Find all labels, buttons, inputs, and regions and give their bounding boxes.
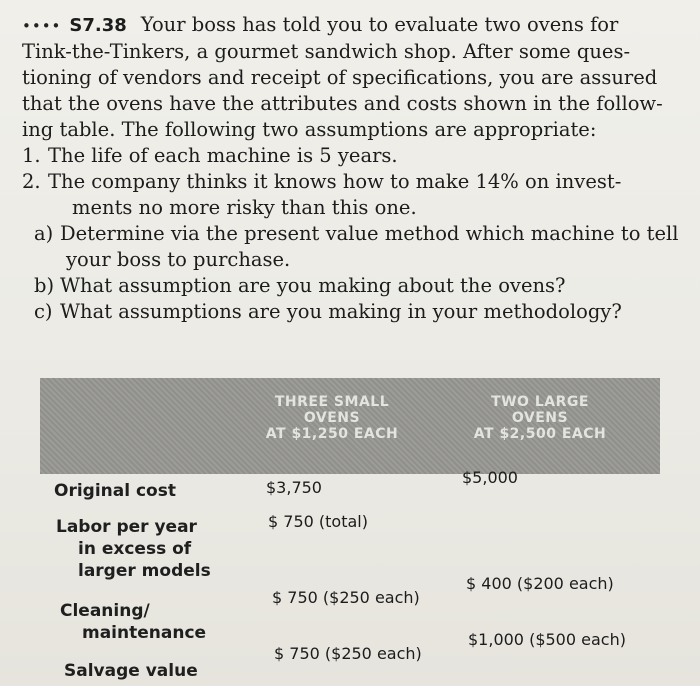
- cell-large-original-cost: $5,000: [462, 468, 518, 487]
- difficulty-dots: ••••: [22, 17, 62, 35]
- cell-small-original-cost: $3,750: [266, 478, 322, 497]
- question-text: What assumption are you making about the ovens?: [60, 274, 566, 297]
- header-line: OVENS: [303, 410, 361, 426]
- assumption-text: The life of each machine is 5 years.: [48, 144, 398, 167]
- row-label: Salvage value: [64, 661, 198, 681]
- table-header: [40, 378, 660, 474]
- question-item: [22, 221, 679, 247]
- table-row-label: [64, 660, 198, 682]
- question-item: [22, 273, 662, 299]
- row-label: Original cost: [54, 481, 176, 501]
- header-line: OVENS: [511, 410, 569, 426]
- column-header-small-ovens: [262, 394, 402, 442]
- header-line: AT $1,250 EACH: [265, 426, 399, 442]
- problem-text-line: tioning of vendors and receipt of specifications, you are assured: [22, 66, 658, 89]
- question-continuation: your boss to purchase.: [66, 248, 291, 271]
- table-row-label: [54, 480, 176, 502]
- problem-text-line: that the ovens have the attributes and costs shown in the follow-: [22, 92, 663, 115]
- header-line: AT $2,500 EACH: [473, 426, 607, 442]
- assumption-item: [22, 143, 662, 169]
- column-header-large-ovens: [460, 394, 620, 442]
- problem-text-line: Your boss has told you to evaluate two ovens for: [140, 13, 619, 36]
- assumption-number: 1.: [22, 144, 41, 167]
- row-label: larger models: [78, 561, 211, 581]
- assumption-number: 2.: [22, 170, 41, 193]
- row-label: Cleaning/: [60, 601, 150, 621]
- problem-statement: [22, 12, 679, 325]
- oven-comparison-table: [40, 378, 660, 681]
- problem-number: S7.38: [69, 15, 127, 36]
- question-text: Determine via the present value method which machine to tell: [60, 222, 679, 245]
- cell-small-cleaning: $ 750 ($250 each): [272, 588, 420, 607]
- question-text: What assumptions are you making in your methodology?: [60, 300, 622, 323]
- table-row-label: [60, 600, 206, 644]
- problem-text-line: ing table. The following two assumptions are appropriate:: [22, 118, 597, 141]
- cell-small-labor: $ 750 (total): [268, 512, 368, 531]
- row-label: Labor per year: [56, 517, 197, 537]
- table-row-label: [56, 516, 211, 582]
- cell-large-cleaning: $ 400 ($200 each): [466, 574, 614, 593]
- row-label: maintenance: [82, 623, 207, 643]
- header-line: THREE SMALL: [274, 394, 390, 410]
- question-letter: a): [34, 222, 54, 245]
- problem-first-line: [22, 12, 662, 39]
- assumption-text: The company thinks it knows how to make 14% on invest-: [48, 170, 622, 193]
- cell-small-salvage: $ 750 ($250 each): [274, 644, 422, 663]
- cell-large-salvage: $1,000 ($500 each): [468, 630, 626, 649]
- assumption-continuation: ments no more risky than this one.: [72, 196, 417, 219]
- row-label: in excess of: [78, 539, 192, 559]
- question-letter: c): [34, 300, 53, 323]
- question-letter: b): [34, 274, 55, 297]
- problem-text-line: Tink-the-Tinkers, a gourmet sandwich shop. After some ques-: [22, 40, 631, 63]
- question-item: [22, 299, 662, 325]
- header-line: TWO LARGE: [491, 394, 589, 410]
- assumption-item: [22, 169, 662, 195]
